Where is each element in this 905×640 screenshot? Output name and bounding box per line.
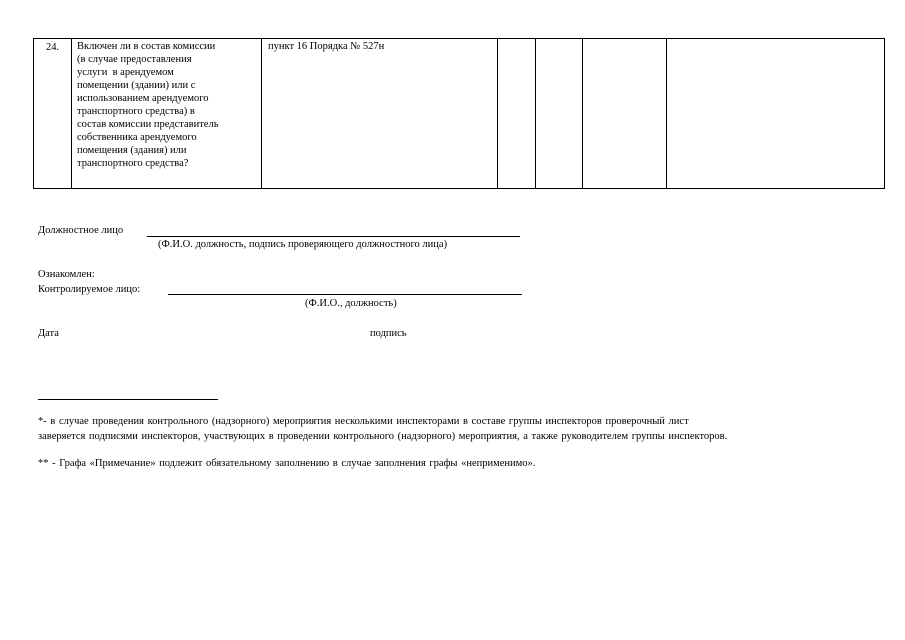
row-question: [72, 39, 262, 189]
question-line: транспортного средства?: [77, 158, 189, 169]
date-label: Дата: [38, 328, 59, 339]
question-line: транспортного средства) в: [77, 106, 195, 117]
question-line: состав комиссии представитель: [77, 119, 219, 130]
footnote-first-line: *- в случае проведения контрольного (надзорного) мероприятия несколькими инспекторами в составе группы инспекторов проверочный лист: [38, 416, 689, 427]
signature-label: подпись: [370, 328, 407, 339]
footnote-second: ** - Графа «Примечание» подлежит обязательному заполнению в случае заполнения графы «неприменимо».: [38, 458, 536, 469]
row-number: 24.: [34, 39, 72, 189]
footnote-first: [38, 415, 888, 443]
checklist-table: [33, 38, 885, 189]
row-reference: пункт 16 Порядка № 527н: [262, 39, 498, 189]
question-line: собственника арендуемого: [77, 132, 197, 143]
question-line: помещения (здания) или: [77, 145, 187, 156]
footnote-separator: [38, 399, 218, 400]
acquainted-label: Ознакомлен:: [38, 269, 95, 280]
cell-not-applicable[interactable]: [583, 39, 667, 189]
question-line: использованием арендуемого: [77, 93, 209, 104]
controlled-hint: (Ф.И.О., должность): [305, 298, 397, 309]
cell-no[interactable]: [536, 39, 583, 189]
official-label: Должностное лицо: [38, 225, 124, 236]
table-row: [34, 39, 885, 189]
question-line: услуги в арендуемом: [77, 67, 174, 78]
official-signature-line[interactable]: [147, 236, 520, 237]
question-line: помещении (здании) или с: [77, 80, 196, 91]
controlled-label: Контролируемое лицо:: [38, 284, 141, 295]
cell-yes[interactable]: [498, 39, 536, 189]
question-line: Включен ли в состав комиссии: [77, 41, 216, 52]
controlled-signature-line[interactable]: [168, 294, 522, 295]
question-line: (в случае предоставления: [77, 54, 192, 65]
footnote-first-line: заверяется подписями инспекторов, участвующих в проведении контрольного (надзорного) мероприятия, а также руководителем группы инспекторов.: [38, 431, 728, 442]
cell-note[interactable]: [667, 39, 885, 189]
official-hint: (Ф.И.О. должность, подпись проверяющего должностного лица): [158, 239, 448, 250]
